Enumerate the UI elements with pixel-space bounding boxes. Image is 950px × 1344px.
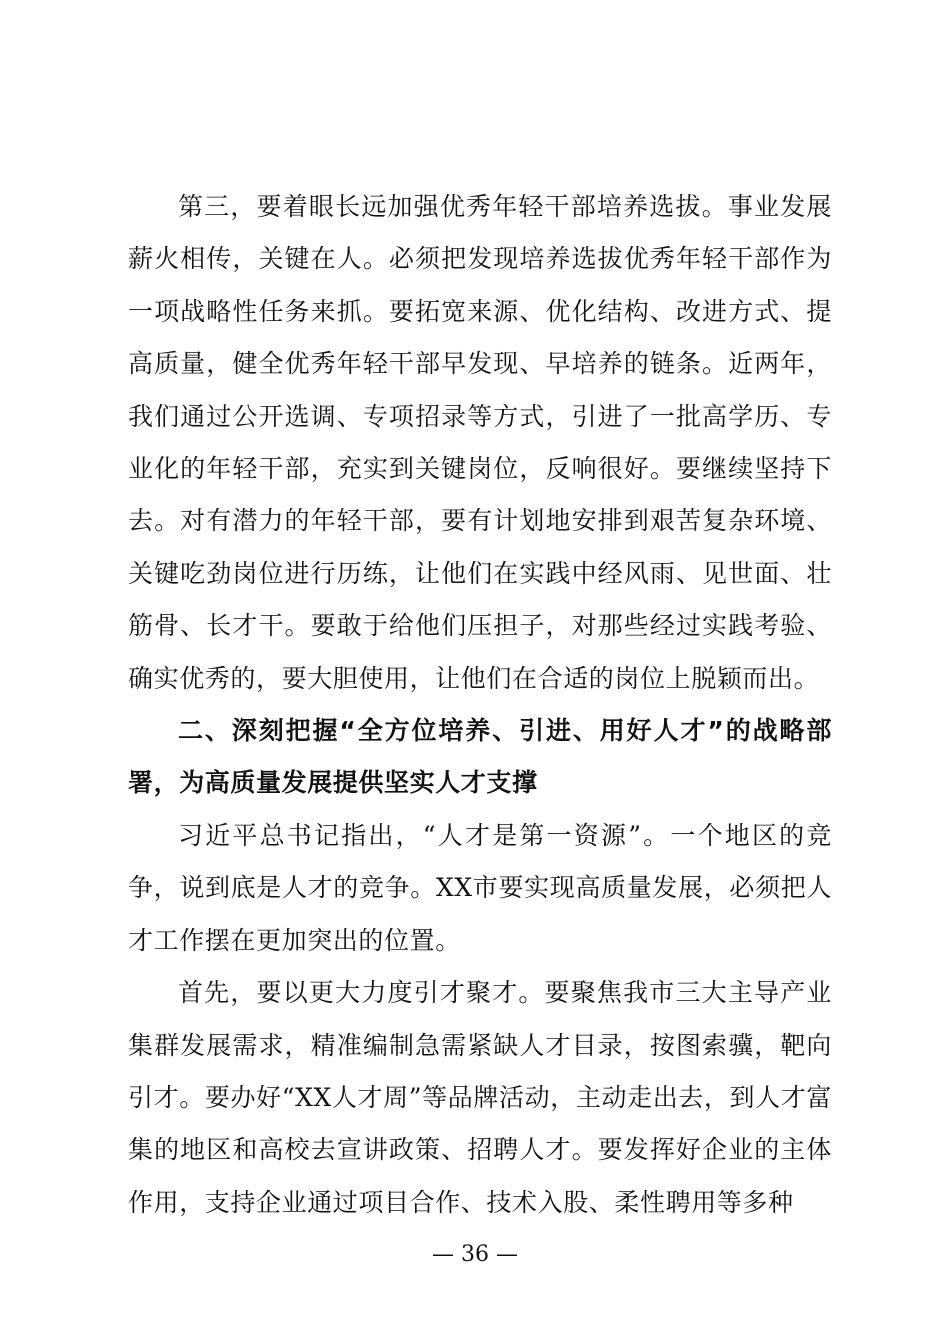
paragraph-attract-talent: 首先，要以更大力度引才聚才。要聚焦我市三大主导产业集群发展需求，精准编制急需紧缺人才目录，按图索骥，靶向引才。要办好“XX人才周”等品牌活动，主动走出去，到人才富集的地区和高校去宣讲政策、招聘人才。要发挥好企业的主体作用，支持企业通过项目合作、技术入股、柔性聘用等多种 xyxy=(128,978,832,1217)
paragraph-talent-first-resource: 习近平总书记指出，“人才是第一资源”。一个地区的竞争，说到底是人才的竞争。XX市要实现高质量发展，必须把人才工作摆在更加突出的位置。 xyxy=(128,820,832,955)
document-body xyxy=(128,181,832,1229)
section-heading-talent-strategy: 二、深刻把握“全方位培养、引进、用好人才”的战略部署，为高质量发展提供坚实人才支撑 xyxy=(128,716,832,798)
paragraph-young-cadres: 第三，要着眼长远加强优秀年轻干部培养选拔。事业发展薪火相传，关键在人。必须把发现培养选拔优秀年轻干部作为一项战略性任务来抓。要拓宽来源、优化结构、改进方式、提高质量，健全优秀年轻干部早发现、早培养的链条。近两年，我们通过公开选调、专项招录等方式，引进了一批高学历、专业化的年轻干部，充实到关键岗位，反响很好。要继续坚持下去。对有潜力的年轻干部，要有计划地安排到艰苦复杂环境、关键吃劲岗位进行历练，让他们在实践中经风雨、见世面、壮筋骨、长才干。要敢于给他们压担子，对那些经过实践考验、确实优秀的，要大胆使用，让他们在合适的岗位上脱颖而出。 xyxy=(128,192,832,693)
page-number: — 36 — xyxy=(432,1242,518,1267)
